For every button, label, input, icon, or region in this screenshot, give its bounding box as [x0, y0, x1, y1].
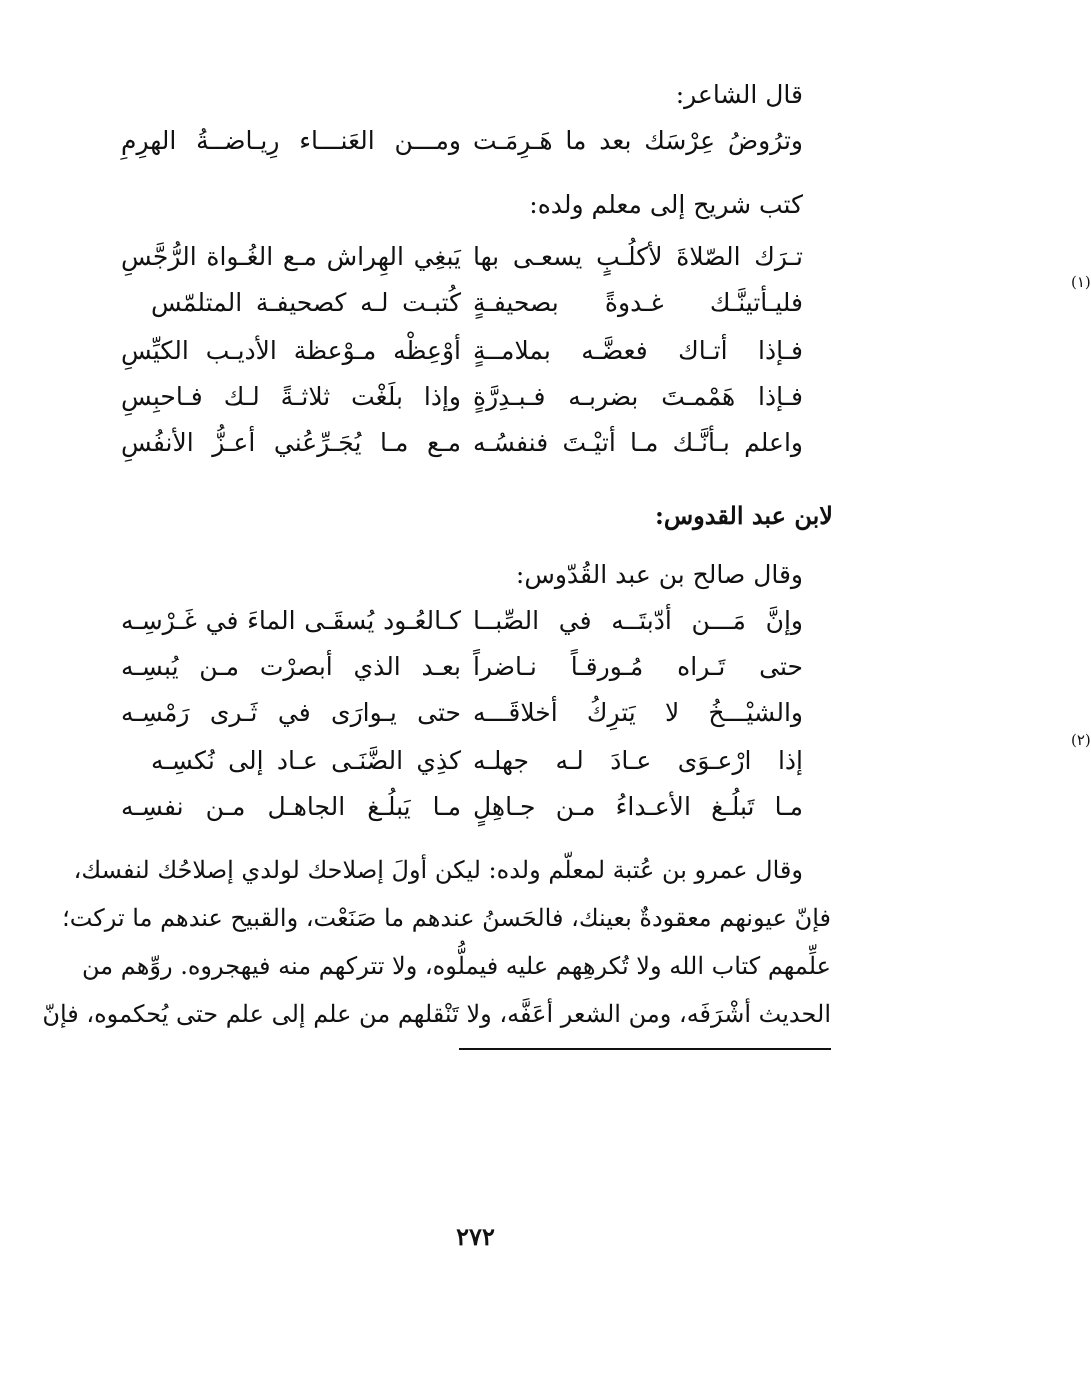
prose-line: فإنّ عيونهم معقودةٌ بعينك، فالحَسنُ عندهم ما صَنَعْت، والقبيح عندهم ما تركت؛	[62, 904, 831, 932]
section-intro: كتب شريح إلى معلم ولده:	[529, 190, 803, 219]
verse-first-hemistich: مـا تَبلُـغ الأعـداءُ مـن جـاهِلٍ	[473, 792, 803, 821]
footnote-reference: (١)	[1071, 273, 1091, 291]
verse-second-hemistich: مـع مـا يُجَـرِّعُني أعـزُّ الأنفُسِ	[121, 428, 461, 457]
poet-intro: وقال صالح بن عبد القُدّوس:	[515, 560, 803, 589]
section-heading: لابن عبد القدوس:	[655, 501, 833, 530]
verse-first-hemistich: والشيْـــخُ لا يَترِكُ أخلاقَـــه	[473, 698, 803, 727]
verse-second-hemistich: حتى يـوارَى في ثَـرى رَمْسِـه	[121, 698, 461, 727]
verse-second-hemistich: كذِي الضَّنَـى عـاد إلى نُكسِـه	[151, 746, 461, 775]
page-number: ٢٧٢	[456, 1222, 495, 1251]
verse-first-hemistich: وإنَّ مَـــن أدّبتَــه في الصِّبــا	[473, 606, 803, 635]
verse-first-hemistich: فـإذا هَمْمـتَ بضربـه فـبـدِرَّةٍ	[473, 382, 803, 411]
verse-second-hemistich: ومـــن العَنـــاء رِيـاضــةُ الهرِمِ	[121, 126, 461, 155]
verse-second-hemistich: كُتبـت لـه كصحيفـة المتلمّس	[151, 288, 461, 317]
footnote-reference: (٢)	[1071, 731, 1091, 749]
verse-second-hemistich: وإذا بلَغْت ثلاثـةً لـك فـاحبِسِ	[121, 382, 461, 411]
verse-second-hemistich: يَبغِي الهِراش مـع الغُـواة الرُّجَّسِ	[121, 242, 461, 271]
verse-second-hemistich: بعـد الذي أبصرْت مـن يُبسِـه	[121, 652, 461, 681]
verse-first-hemistich: فليـأتينَّـك غـدوةً بصحيفـةٍ	[473, 288, 803, 317]
verse-first-hemistich: فـإذا أتـاك فعضَّـه بملامــةٍ	[473, 336, 803, 365]
footnote-divider	[459, 1048, 831, 1050]
verse-first-hemistich: تـرَك الصّلاةَ لأكلُـبٍ يسعـى بها	[473, 242, 803, 271]
verse-second-hemistich: كـالعُـود يُسقَـى الماءَ في غَـرْسِـه	[121, 606, 461, 635]
verse-first-hemistich: حتى تَـراه مُـورقـاً نـاضراً	[473, 652, 803, 681]
prose-line: الحديث أشْرَفَه، ومن الشعر أعَفَّه، ولا تَنْقلهم من علم إلى علم حتى يُحكموه، فإنّ	[42, 1000, 831, 1028]
verse-first-hemistich: إذا ارْعـوَى عـادَ لـه جهلـه	[473, 746, 803, 775]
verse-second-hemistich: مـا يَبلُـغ الجاهـل مـن نفسِـه	[121, 792, 461, 821]
verse-first-hemistich: واعلم بـأنَّـك مـا أتيْـتَ فنفسُـه	[473, 428, 803, 457]
verse-second-hemistich: أوْعِظْه مـوْعظة الأديـب الكيِّسِ	[121, 336, 461, 365]
prose-line: علِّمهم كتاب الله ولا تُكرهِهم عليه فيملُّوه، ولا تتركهم منه فيهجروه. روِّهم من	[82, 952, 831, 980]
prose-line: وقال عمرو بن عُتبة لمعلّم ولده: ليكن أولَ إصلاحك لولدي إصلاحُك لنفسك،	[73, 856, 803, 884]
verse-first-hemistich: وترُوضُ عِرْسَك بعد ما هَـرِمَـت	[473, 126, 803, 155]
poet-intro: قال الشاعر:	[675, 80, 803, 109]
